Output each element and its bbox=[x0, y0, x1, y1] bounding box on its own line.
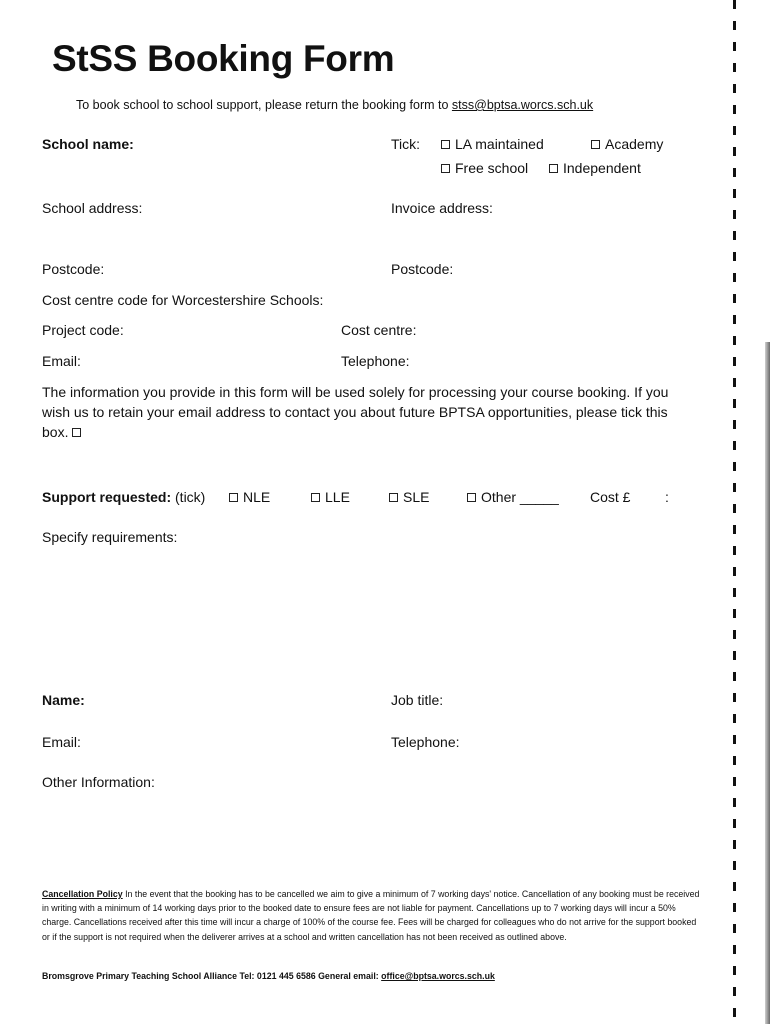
checkbox-icon[interactable] bbox=[441, 140, 450, 149]
option-label: Free school bbox=[455, 160, 529, 176]
other-information-label: Other Information: bbox=[42, 774, 155, 790]
option-independent[interactable] bbox=[549, 160, 641, 176]
support-tick-hint: (tick) bbox=[175, 489, 206, 505]
email-label: Email: bbox=[42, 353, 81, 369]
checkbox-icon[interactable] bbox=[441, 164, 450, 173]
option-free-school[interactable] bbox=[441, 160, 528, 176]
footer-email-link[interactable]: office@bptsa.worcs.sch.uk bbox=[381, 971, 495, 981]
option-label: LA maintained bbox=[455, 136, 544, 152]
intro-sentence: To book school to school support, please return the booking form to bbox=[76, 98, 452, 112]
contact-email-label: Email: bbox=[42, 734, 81, 750]
cancellation-policy-heading: Cancellation Policy bbox=[42, 889, 123, 899]
checkbox-icon[interactable] bbox=[229, 493, 238, 502]
specify-requirements-label: Specify requirements: bbox=[42, 529, 178, 545]
privacy-paragraph bbox=[42, 382, 682, 442]
invoice-address-label: Invoice address: bbox=[391, 200, 493, 216]
booking-email-link[interactable]: stss@bptsa.worcs.sch.uk bbox=[451, 98, 594, 112]
project-code-label: Project code: bbox=[42, 322, 124, 338]
form-title: StSS Booking Form bbox=[52, 38, 395, 79]
option-label: NLE bbox=[243, 489, 271, 505]
support-option-nle[interactable] bbox=[229, 489, 270, 505]
school-name-label: School name: bbox=[42, 136, 134, 152]
page-edge-shadow bbox=[765, 342, 770, 1024]
school-address-label: School address: bbox=[42, 200, 143, 216]
option-academy[interactable] bbox=[591, 136, 663, 152]
option-label: Independent bbox=[563, 160, 641, 176]
privacy-consent-checkbox[interactable] bbox=[72, 428, 81, 437]
option-label: LLE bbox=[325, 489, 350, 505]
telephone-label: Telephone: bbox=[341, 353, 410, 369]
footer-contact-text: Bromsgrove Primary Teaching School Alliance Tel: 0121 445 6586 General email: bbox=[42, 971, 382, 981]
checkbox-icon[interactable] bbox=[311, 493, 320, 502]
option-label: SLE bbox=[403, 489, 430, 505]
intro-text bbox=[76, 98, 593, 112]
school-type-tick-label: Tick: bbox=[391, 136, 421, 152]
support-option-sle[interactable] bbox=[389, 489, 429, 505]
option-label: Other _____ bbox=[481, 489, 559, 505]
contact-telephone-label: Telephone: bbox=[391, 734, 460, 750]
option-la-maintained[interactable] bbox=[441, 136, 544, 152]
cost-centre-code-label: Cost centre code for Worcestershire Schools: bbox=[42, 292, 324, 308]
cancellation-policy-text: In the event that the booking has to be cancelled we aim to give a minimum of 7 working days' notice. Cancellation of any booking must be received in writing with a minimum of 14 working days prior to the booked date to ensure fees are not liable for payment. Cancellations up to 7 working days will incur a 50% charge. Cancellations received after this time will incur a charge of 100% of the course fee. Fees will be charged for colleagues who do not arrive for the support booked or if the support is not required when the deliverer arrives at a school and written cancellation has not been received as outlined above. bbox=[42, 889, 700, 942]
support-requested-row bbox=[42, 489, 205, 505]
checkbox-icon[interactable] bbox=[549, 164, 558, 173]
invoice-postcode-label: Postcode: bbox=[391, 261, 454, 277]
checkbox-icon[interactable] bbox=[591, 140, 600, 149]
cost-label: Cost £ bbox=[590, 489, 631, 505]
privacy-text: The information you provide in this form will be used solely for processing your course booking. If you wish us to retain your email address to contact you about future BPTSA opportunities, please tick this box. bbox=[42, 384, 669, 440]
option-label: Academy bbox=[605, 136, 664, 152]
checkbox-icon[interactable] bbox=[389, 493, 398, 502]
checkbox-icon[interactable] bbox=[467, 493, 476, 502]
support-requested-label: Support requested: bbox=[42, 489, 172, 505]
postcode-label: Postcode: bbox=[42, 261, 105, 277]
job-title-label: Job title: bbox=[391, 692, 444, 708]
support-option-other[interactable] bbox=[467, 489, 559, 505]
cost-colon: : bbox=[665, 489, 669, 505]
cancellation-policy bbox=[42, 887, 702, 944]
footer bbox=[42, 971, 495, 981]
cost-centre-label: Cost centre: bbox=[341, 322, 417, 338]
support-option-lle[interactable] bbox=[311, 489, 350, 505]
name-label: Name: bbox=[42, 692, 85, 708]
dashed-cut-line bbox=[733, 0, 736, 1024]
